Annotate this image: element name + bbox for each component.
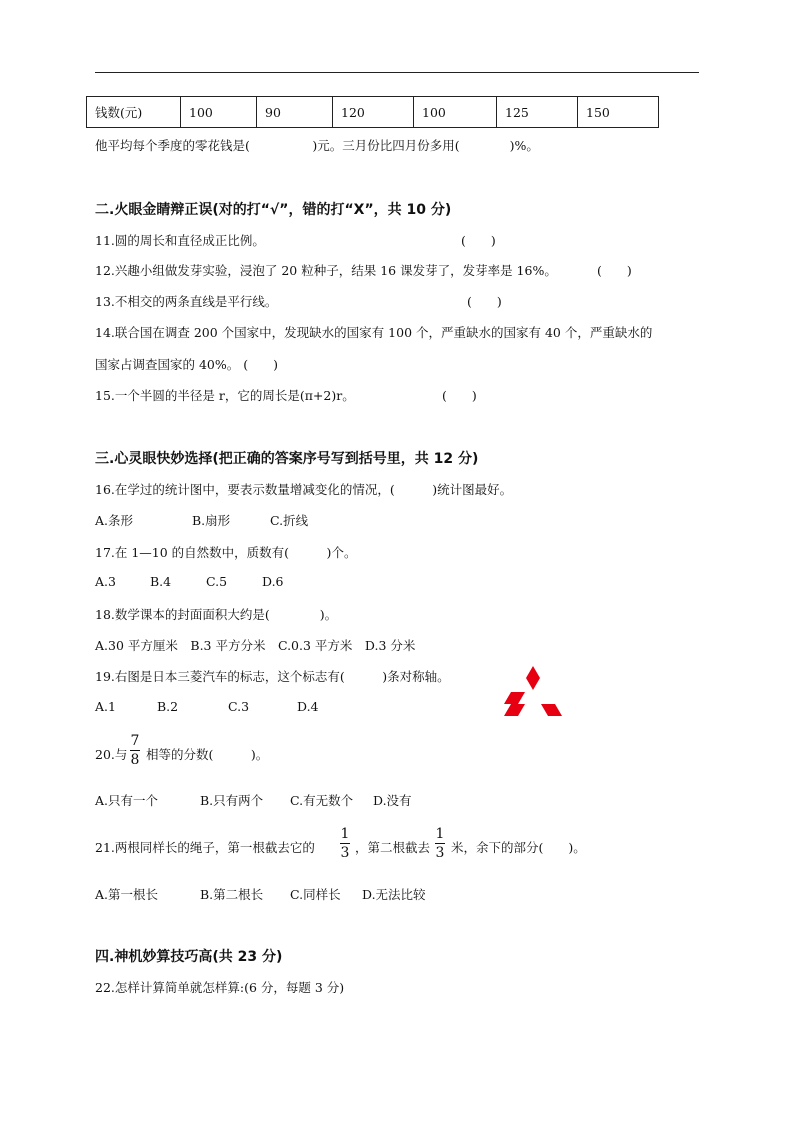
option: D.6 [262,574,284,589]
table-cell: 100 [181,97,257,128]
option: A.1 [95,699,116,714]
question-14: 14.联合国在调查 200 个国家中，发现缺水的国家有 100 个，严重缺水的国家有 40 个，严重缺水的 [95,325,653,340]
question-11: 11.圆的周长和直径成正比例。 [95,233,265,248]
option: D.4 [297,699,319,714]
logo-diamond-left2 [504,704,525,716]
fraction-1-3 [340,827,350,860]
question-16: 16.在学过的统计图中，要表示数量增减变化的情况，( )统计图最好。 [95,482,513,497]
table-cell: 120 [333,97,414,128]
numerator: 1 [435,826,445,842]
section-3-title: 三.心灵眼快妙选择(把正确的答案序号写到括号里，共 12 分) [95,451,479,467]
option: C.同样长 [290,887,341,902]
option: A.3 [95,574,116,589]
question-10-tail: 他平均每个季度的零花钱是( )元。三月份比四月份多用( )%。 [95,138,539,153]
fraction-bar [435,843,445,844]
question-13: 13.不相交的两条直线是平行线。 [95,294,278,309]
question-12: 12.兴趣小组做发芽实验，浸泡了 20 粒种子，结果 16 课发芽了，发芽率是 16%。 [95,263,557,278]
option: C.5 [206,574,228,589]
numerator: 7 [130,733,140,749]
option: D.无法比较 [362,887,426,902]
table-cell: 125 [497,97,578,128]
option: C.有无数个 [290,793,354,808]
mitsubishi-logo-icon [503,664,563,718]
question-21-part2: ，第二根截去 [355,840,431,855]
option: A.条形 [95,513,134,528]
option: B.4 [150,574,172,589]
answer-paren: ( ) [597,263,632,278]
answer-paren: ( ) [467,294,502,309]
option: C.折线 [270,513,309,528]
denominator: 3 [340,845,350,861]
question-21-part3: 米，余下的部分( )。 [451,840,586,855]
question-17: 17.在 1—10 的自然数中，质数有( )个。 [95,545,357,560]
section-2-title: 二.火眼金睛辩正误(对的打“√”，错的打“X”，共 10 分) [95,202,452,218]
table-row [87,97,659,128]
option: B.只有两个 [200,793,264,808]
question-19: 19.右图是日本三菱汽车的标志，这个标志有( )条对称轴。 [95,669,450,684]
question-14-cont: 国家占调查国家的 40%。 ( ) [95,357,278,372]
denominator: 8 [130,752,140,768]
question-20-prefix: 20.与 [95,747,128,762]
logo-diamond-top [526,666,540,690]
denominator: 3 [435,845,445,861]
table-cell: 150 [578,97,659,128]
fraction-bar [340,843,350,844]
option: B.扇形 [192,513,231,528]
option: B.第二根长 [200,887,264,902]
option: C.3 [228,699,250,714]
question-15: 15.一个半圆的半径是 r，它的周长是(π+2)r。 [95,388,355,403]
fraction-7-8 [130,734,140,767]
question-20-suffix: 相等的分数( )。 [146,747,269,762]
table-cell-label: 钱数(元) [87,97,181,128]
question-18-options: A.30 平方厘米 B.3 平方分米 C.0.3 平方米 D.3 分米 [95,638,416,653]
logo-diamond-right2 [541,704,562,716]
header-rule [95,72,699,73]
answer-paren: ( ) [461,233,496,248]
option: B.2 [157,699,179,714]
section-4-title: 四.神机妙算技巧高(共 23 分) [95,949,283,965]
numerator: 1 [340,826,350,842]
money-table [86,96,659,128]
table-cell: 90 [257,97,333,128]
question-22: 22.怎样计算简单就怎样算:(6 分，每题 3 分) [95,980,345,995]
option: A.只有一个 [95,793,159,808]
answer-paren: ( ) [442,388,477,403]
fraction-bar [130,750,140,751]
option: D.没有 [373,793,412,808]
option: A.第一根长 [95,887,159,902]
question-18: 18.数学课本的封面面积大约是( )。 [95,607,338,622]
fraction-1-3 [435,827,445,860]
logo-diamond-left [504,692,525,704]
question-21-part1: 21.两根同样长的绳子，第一根截去它的 [95,840,315,855]
table-cell: 100 [414,97,497,128]
